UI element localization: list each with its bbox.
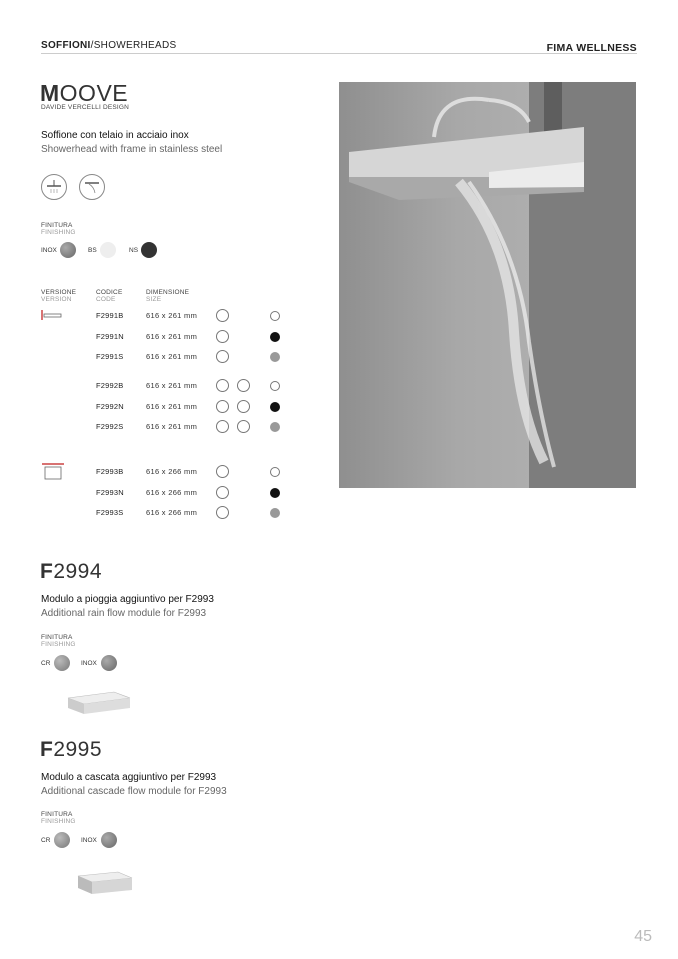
product-photo <box>339 82 636 488</box>
module-f2994-finishing-en: FINISHING <box>41 641 76 648</box>
designer: DAVIDE VERCELLI DESIGN <box>41 104 130 111</box>
finish-dot-grey <box>270 508 280 518</box>
finish-swatch-cr <box>54 655 70 671</box>
module-f2995-title-rest: 2995 <box>53 738 103 761</box>
col-header-size-it: DIMENSIONE <box>146 289 190 296</box>
finish-dot-grey <box>270 422 280 432</box>
finish-code-inox: INOX <box>81 660 97 667</box>
cascade-module-image <box>72 866 136 902</box>
table-row-code: F2993N <box>96 488 124 497</box>
rain-module-image <box>64 688 134 722</box>
brand-name: FIMA WELLNESS <box>546 42 637 54</box>
showerhead-cascade-icon <box>79 174 105 200</box>
table-row-size: 616 x 261 mm <box>146 352 198 361</box>
col-header-version-it: VERSIONE <box>41 289 77 296</box>
module-f2994-desc-en: Additional rain flow module for F2993 <box>41 608 207 619</box>
page-number: 45 <box>634 928 652 945</box>
wall-mount-version-icon <box>41 309 63 321</box>
finish-code-inox: INOX <box>81 837 97 844</box>
module-f2994-finishing-it: FINITURA <box>41 634 73 641</box>
table-row-size: 616 x 266 mm <box>146 508 198 517</box>
rain-icon <box>216 379 229 392</box>
cascade-icon <box>237 379 250 392</box>
rain-icon <box>216 350 229 363</box>
product-title-first: M <box>40 80 60 106</box>
table-row-code: F2993S <box>96 508 124 517</box>
finish-dot-black <box>270 402 280 412</box>
table-row-size: 616 x 261 mm <box>146 402 198 411</box>
table-row-size: 616 x 261 mm <box>146 332 198 341</box>
finish-swatch-inox <box>101 655 117 671</box>
module-f2995-title <box>40 738 102 762</box>
module-f2995-desc-it: Modulo a cascata aggiuntivo per F2993 <box>41 772 217 783</box>
table-row-code: F2993B <box>96 467 124 476</box>
cascade-icon <box>237 420 250 433</box>
finish-code-cr: CR <box>41 837 51 844</box>
table-row-code: F2992N <box>96 402 124 411</box>
finish-dot-black <box>270 488 280 498</box>
rain-icon <box>216 465 229 478</box>
col-header-size <box>146 289 189 303</box>
table-row-size: 616 x 261 mm <box>146 381 198 390</box>
finish-dot-white <box>270 381 280 391</box>
finish-code-inox: INOX <box>41 247 57 254</box>
table-row-code: F2992S <box>96 422 124 431</box>
category-bold: SOFFIONI <box>41 40 91 51</box>
finish-dot-white <box>270 467 280 477</box>
table-row-code: F2991N <box>96 332 124 341</box>
module-f2995-finishing-en: FINISHING <box>41 818 76 825</box>
category-rest: /SHOWERHEADS <box>90 40 177 51</box>
finish-swatch-ns <box>141 242 157 258</box>
description-it: Soffione con telaio in acciaio inox <box>41 130 189 141</box>
finish-dot-white <box>270 311 280 321</box>
table-row-size: 616 x 261 mm <box>146 311 198 320</box>
module-f2995-title-first: F <box>40 738 54 761</box>
product-title-rest: OOVE <box>59 80 129 106</box>
finishing-label-en: FINISHING <box>41 229 76 236</box>
finish-dot-black <box>270 332 280 342</box>
table-row-size: 616 x 266 mm <box>146 467 198 476</box>
finish-dot-grey <box>270 352 280 362</box>
showerhead-rain-icon <box>41 174 67 200</box>
table-row-code: F2991S <box>96 352 124 361</box>
finishing-label-it: FINITURA <box>41 222 73 229</box>
rain-icon <box>216 400 229 413</box>
col-header-code <box>96 289 122 303</box>
finishing-label <box>41 222 76 236</box>
rain-icon <box>216 420 229 433</box>
module-f2995-finishing-label <box>41 811 76 825</box>
module-f2995-desc-en: Additional cascade flow module for F2993 <box>41 786 227 797</box>
finish-swatch-inox <box>101 832 117 848</box>
module-f2994-finishing-label <box>41 634 76 648</box>
col-header-code-en: CODE <box>96 296 116 303</box>
col-header-code-it: CODICE <box>96 289 123 296</box>
finish-swatch-inox <box>60 242 76 258</box>
module-f2994-title-rest: 2994 <box>53 560 103 583</box>
table-row-code: F2992B <box>96 381 124 390</box>
finish-swatch-bs <box>100 242 116 258</box>
finish-swatch-cr <box>54 832 70 848</box>
finish-code-cr: CR <box>41 660 51 667</box>
module-f2994-title-first: F <box>40 560 54 583</box>
module-f2994-desc-it: Modulo a pioggia aggiuntivo per F2993 <box>41 594 214 605</box>
col-header-size-en: SIZE <box>146 296 162 303</box>
table-row-size: 616 x 261 mm <box>146 422 198 431</box>
rain-icon <box>216 506 229 519</box>
category-label <box>41 40 176 51</box>
col-header-version-en: VERSION <box>41 296 72 303</box>
finish-code-ns: NS <box>129 247 139 254</box>
module-f2994-title <box>40 560 102 584</box>
finish-code-bs: BS <box>88 247 97 254</box>
description-en: Showerhead with frame in stainless steel <box>41 144 223 155</box>
table-row-size: 616 x 266 mm <box>146 488 198 497</box>
module-f2995-finishing-it: FINITURA <box>41 811 73 818</box>
ceiling-mount-version-icon <box>41 463 65 483</box>
rain-icon <box>216 309 229 322</box>
cascade-icon <box>237 400 250 413</box>
rain-icon <box>216 486 229 499</box>
col-header-version <box>41 289 76 303</box>
product-title <box>40 80 128 107</box>
rain-icon <box>216 330 229 343</box>
table-row-code: F2991B <box>96 311 124 320</box>
